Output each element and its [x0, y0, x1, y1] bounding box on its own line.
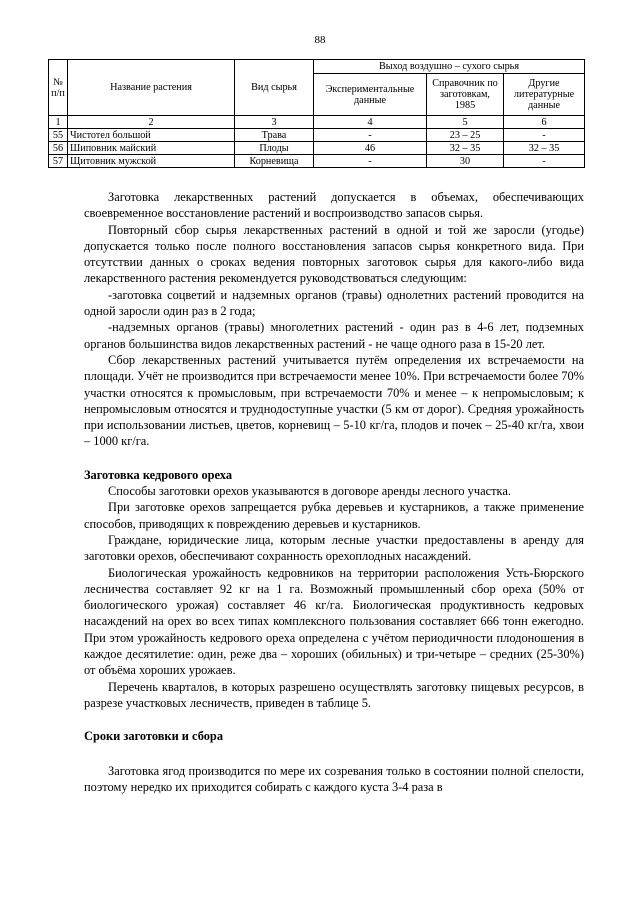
col-header-type: Вид сырья — [235, 60, 314, 116]
paragraph: Сбор лекарственных растений учитывается путём определения их встречаемости на площади. Учёт не производится при встречаемости менее 10%. При встречаемости более 70% участки относятся к промысловым, при встречаемости 70% и менее – к непромысловым; к непромысловым относятся и труднодоступные участки (5 км от дорог). Средняя урожайность при использовании листьев, цветов, корневищ – 5-10 кг/га, плодов и почек – 25-40 кг/га, хвои – 1000 кг/га. — [84, 352, 584, 449]
paragraph: Перечень кварталов, в которых разрешено осуществлять заготовку пищевых ресурсов, в разрезе участковых лесничеств, приведен в таблице 5. — [84, 679, 584, 710]
page-number: 88 — [314, 34, 326, 46]
row-other: - — [504, 155, 585, 168]
colnum-cell: 2 — [68, 116, 235, 129]
section-heading: Заготовка кедрового ореха — [84, 467, 233, 482]
row-ref: 30 — [427, 155, 504, 168]
row-type: Корневища — [235, 155, 314, 168]
colnum-cell: 4 — [314, 116, 427, 129]
row-ref: 32 – 35 — [427, 142, 504, 155]
row-type: Трава — [235, 129, 314, 142]
row-num: 55 — [49, 129, 68, 142]
paragraph: -заготовка соцветий и надземных органов (травы) однолетних растений проводится на одной заросли один раз в 2 года; — [84, 287, 584, 319]
table-row — [49, 142, 585, 155]
table-row — [49, 129, 585, 142]
colnum-cell: 3 — [235, 116, 314, 129]
paragraph: Заготовка ягод производится по мере их созревания только в состоянии полной спелости, поэтому нередко их приходится собирать с каждого куста 3-4 раза в — [84, 763, 584, 794]
paragraph: При заготовке орехов запрещается рубка деревьев и кустарников, а также применение способов, приводящих к повреждению деревьев и кустарников. — [84, 500, 584, 531]
table-colnum-row — [49, 116, 585, 129]
row-ref: 23 – 25 — [427, 129, 504, 142]
document-body — [84, 189, 584, 795]
colnum-cell: 6 — [504, 116, 585, 129]
paragraph: Граждане, юридические лица, которым лесные участки предоставлены в аренду для заготовки орехов, обеспечивают сохранность орехоплодных насаждений. — [84, 532, 584, 564]
row-num: 57 — [49, 155, 68, 168]
row-exp: - — [314, 155, 427, 168]
col-header-name: Название растения — [68, 60, 235, 116]
row-other: - — [504, 129, 585, 142]
plants-yield-table — [48, 59, 585, 168]
col-header-other: Другие литературные данные — [504, 74, 585, 116]
row-name: Чистотел большой — [68, 129, 235, 142]
col-header-exp: Экспериментальные данные — [314, 74, 427, 116]
col-header-yield: Выход воздушно – сухого сырья — [314, 60, 585, 74]
paragraph: Биологическая урожайность кедровников на территории расположения Усть-Бюрского лесничества составляет 92 кг на 1 га. Возможный промышленный сбор ореха (50% от биологического урожая) составляет 46 кг/га. Биологическая продуктивность кедровых насаждений на орех во всех типах комплексного пользования составляет 666 тонн ежегодно. При этом урожайность кедрового ореха определена с учётом периодичности плодоношения в каждое десятилетие: один, реже два – хороших (обильных) и три-четыре – средних (25-30%) от объёма хороших урожаев. — [84, 565, 584, 678]
paragraph: Заготовка лекарственных растений допускается в объемах, обеспечивающих своевременное восстановление растений и воспроизводство запасов сырья. — [84, 190, 584, 221]
col-header-ref: Справочник по заготовкам, 1985 — [427, 74, 504, 116]
row-name: Шиповник майский — [68, 142, 235, 155]
col-header-num: № п/п — [49, 60, 68, 116]
colnum-cell: 5 — [427, 116, 504, 129]
paragraph: Повторный сбор сырья лекарственных растений в одной и той же заросли (угодье) допускается только после полного восстановления запасов сырья конкретного вида. При отсутствии данных о сроках ведения повторных заготовок сырья для какого-либо вида лекарственного растения рекомендуется руководствоваться следующим: — [84, 222, 584, 286]
row-other: 32 – 35 — [504, 142, 585, 155]
colnum-cell: 1 — [49, 116, 68, 129]
table-row — [49, 155, 585, 168]
row-type: Плоды — [235, 142, 314, 155]
row-exp: 46 — [314, 142, 427, 155]
row-num: 56 — [49, 142, 68, 155]
section-heading: Сроки заготовки и сбора — [84, 729, 224, 744]
row-name: Щитовник мужской — [68, 155, 235, 168]
paragraph: -надземных органов (травы) многолетних растений - один раз в 4-6 лет, подземных органов большинства видов лекарственных растений - не чаще одного раза в 15-20 лет. — [84, 320, 584, 351]
paragraph: Способы заготовки орехов указываются в договоре аренды лесного участка. — [108, 484, 511, 499]
row-exp: - — [314, 129, 427, 142]
